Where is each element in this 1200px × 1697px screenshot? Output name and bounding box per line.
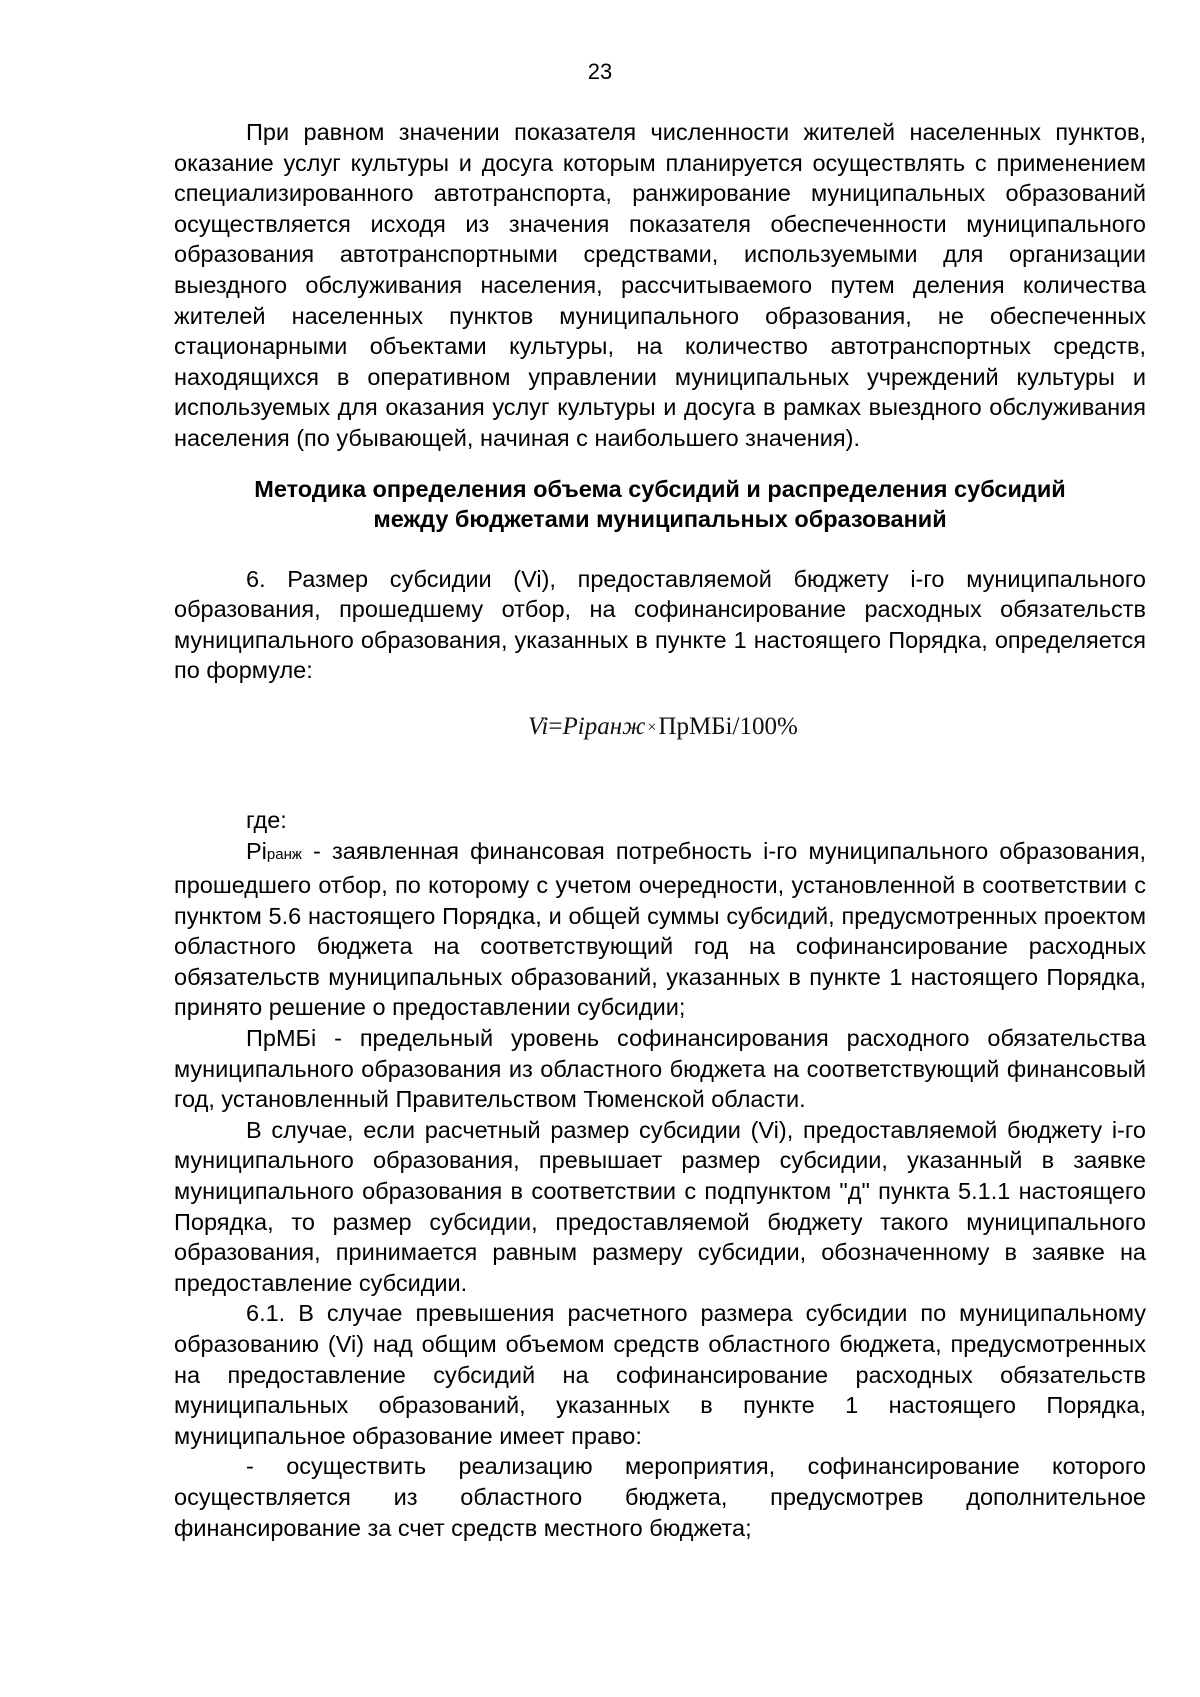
definition-pi-text: - заявленная финансовая потребность i-го муниципального образования, прошедшего отбор, по которому с учетом очередности, установленной в соответствии с пунктом 5.6 настоящего Порядка, и общей суммы субсидий, предусмотренных проектом областного бюджета на соответствующий год на софинансирование расходных обязательств муниципальных образований, указанных в пункте 1 настоящего Порядка, принято решение о предоставлении субсидии; — [174, 837, 1146, 1021]
formula-equals: = — [548, 712, 563, 740]
definition-pi-subscript: ранж — [266, 845, 302, 863]
paragraph-6: 6. Размер субсидии (Vi), предоставляемой бюджету i-го муниципального образования, прошедшему отбор, на софинансирование расходных обязательств муниципального образования, указанных в пункте 1 настоящего Порядка, определяется по формуле: — [174, 565, 1146, 684]
definition-pi — [174, 836, 1146, 1024]
bullet-item: - осуществить реализацию мероприятия, софинансирование которого осуществляется из областного бюджета, предусмотрев дополнительное финансирование за счет средств местного бюджета; — [174, 1453, 1146, 1541]
paragraph-ranking: При равном значении показателя численности жителей населенных пунктов, оказание услуг культуры и досуга которым планируется осуществлять с применением специализированного автотранспорта, ранжирование муниципальных образований осуществляется исходя из значения показателя обеспеченности муниципального образования автотранспортными средствами, используемыми для организации выездного обслуживания населения, рассчитываемого путем деления количества жителей населенных пунктов муниципального образования, не обеспеченных стационарными объектами культуры, на количество автотранспортных средств, находящихся в оперативном управлении муниципальных учреждений культуры и используемых для оказания услуг культуры и досуга в рамках выездного обслуживания населения (по убывающей, начиная с наибольшего значения). — [174, 119, 1146, 451]
formula-term-1: Piранж — [562, 712, 646, 740]
section-heading — [174, 474, 1146, 534]
formula-times: × — [647, 718, 657, 736]
formula-term-2: ПрМБi — [658, 712, 733, 740]
definition-prmbi: ПрМБi - предельный уровень софинансирования расходного обязательства муниципального образования из областного бюджета на соответствующий финансовый год, установленный Правительством Тюменской области. — [174, 1025, 1146, 1113]
formula-lhs: Vi — [528, 712, 549, 740]
definition-pi-symbol: Pi — [246, 837, 267, 864]
section-heading-line-1: Методика определения объема субсидий и распределения субсидий — [254, 475, 1066, 502]
document-body — [174, 117, 1146, 1543]
paragraph-case: В случае, если расчетный размер субсидии (Vi), предоставляемой бюджету i-го муниципального образования, превышает размер субсидии, указанный в заявке муниципального образования в соответствии с подпунктом "д" пункта 5.1.1 настоящего Порядка, то размер субсидии, предоставляемой бюджету такого муниципального образования, принимается равным размеру субсидии, обозначенному в заявке на предоставление субсидии. — [174, 1116, 1146, 1296]
section-heading-line-2: между бюджетами муниципальных образований — [373, 505, 947, 532]
where-label: где: — [246, 806, 287, 833]
formula-denominator: 100% — [739, 712, 798, 740]
subsidy-formula — [174, 710, 1146, 745]
paragraph-6-1: 6.1. В случае превышения расчетного размера субсидии по муниципальному образованию (Vi) над общим объемом средств областного бюджета, предусмотренных на предоставление субсидий на софинансирование расходных обязательств муниципальных образований, указанных в пункте 1 настоящего Порядка, муниципальное образование имеет право: — [174, 1300, 1146, 1449]
spacer — [174, 775, 1146, 805]
page-number: 23 — [587, 59, 613, 84]
formula-divide: / — [732, 712, 740, 740]
